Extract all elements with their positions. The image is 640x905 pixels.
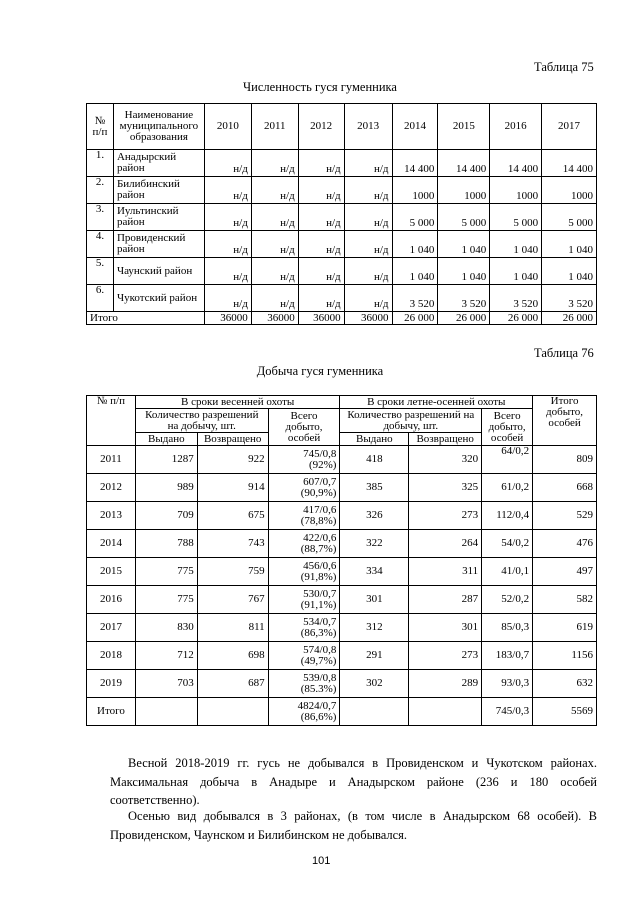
harvest-count: 534/0,7 (303, 615, 337, 628)
table-row (87, 670, 597, 698)
empty-cell (340, 698, 409, 726)
table-row (87, 204, 597, 231)
spring-harvested (268, 530, 340, 558)
table-row (87, 614, 597, 642)
population-value: н/д (344, 231, 392, 258)
spring-returned: 743 (197, 530, 268, 558)
population-value: 3 520 (438, 285, 490, 312)
table-row (87, 530, 597, 558)
year-cell: 2017 (87, 614, 136, 642)
harvest-percent: (85.3%) (300, 682, 337, 695)
population-value: 1 040 (490, 231, 542, 258)
table-76-header-row (87, 396, 597, 409)
header-issued: Выдано (135, 433, 197, 446)
summer-returned: 287 (409, 586, 482, 614)
summer-returned: 320 (409, 446, 482, 474)
table-76 (86, 395, 597, 726)
population-value: 1 040 (438, 258, 490, 285)
summer-issued: 291 (340, 642, 409, 670)
harvest-percent: (86,6%) (300, 710, 337, 723)
summer-harvested: 54/0,2 (482, 530, 533, 558)
table-row (87, 177, 597, 204)
harvest-percent: (49,7%) (300, 654, 337, 667)
population-value: н/д (298, 150, 344, 177)
population-value: 3 520 (490, 285, 542, 312)
population-value: 1000 (438, 177, 490, 204)
total-label: Итого (87, 312, 205, 325)
table-row (87, 150, 597, 177)
spring-issued: 1287 (135, 446, 197, 474)
table-75-caption: Таблица 75 (534, 60, 594, 74)
harvest-count: 539/0,8 (303, 671, 337, 684)
population-value: н/д (204, 204, 251, 231)
table-row (87, 231, 597, 258)
summer-returned: 325 (409, 474, 482, 502)
spring-harvested (268, 670, 340, 698)
population-value: 1 040 (542, 258, 597, 285)
summer-harvested: 61/0,2 (482, 474, 533, 502)
table-75 (86, 103, 597, 325)
population-value: 14 400 (438, 150, 490, 177)
summer-issued: 302 (340, 670, 409, 698)
population-value: 1 040 (392, 258, 438, 285)
population-value: 1000 (542, 177, 597, 204)
total-value: 36000 (251, 312, 298, 325)
harvest-percent: (86,3%) (300, 626, 337, 639)
summer-harvested: 112/0,4 (482, 502, 533, 530)
summer-issued: 385 (340, 474, 409, 502)
total-harvested: 497 (533, 558, 597, 586)
summer-issued: 312 (340, 614, 409, 642)
municipality-name: Иультинский район (113, 204, 204, 231)
spring-returned: 914 (197, 474, 268, 502)
population-value: н/д (344, 258, 392, 285)
summer-returned: 301 (409, 614, 482, 642)
year-cell: 2013 (87, 502, 136, 530)
header-year: 2016 (490, 104, 542, 150)
spring-returned: 922 (197, 446, 268, 474)
population-value: н/д (204, 231, 251, 258)
header-returned: Возвращено (197, 433, 268, 446)
row-number: 1. (87, 150, 114, 177)
table-76-header-row (87, 409, 597, 433)
harvest-percent: (78,8%) (300, 514, 337, 527)
row-number: 3. (87, 204, 114, 231)
population-value: 1 040 (438, 231, 490, 258)
row-number: 4. (87, 231, 114, 258)
population-value: н/д (298, 204, 344, 231)
empty-cell (409, 698, 482, 726)
spring-issued: 788 (135, 530, 197, 558)
harvest-count: 607/0,7 (303, 475, 337, 488)
population-value: 14 400 (542, 150, 597, 177)
population-value: 1 040 (392, 231, 438, 258)
year-cell: 2019 (87, 670, 136, 698)
spring-issued: 709 (135, 502, 197, 530)
total-harvested: 632 (533, 670, 597, 698)
municipality-name: Билибинский район (113, 177, 204, 204)
year-cell: 2011 (87, 446, 136, 474)
header-municipality: Наименование муниципального образования (113, 104, 204, 150)
year-cell: 2014 (87, 530, 136, 558)
page-number: 101 (312, 855, 331, 867)
population-value: 5 000 (542, 204, 597, 231)
table-75-title: Численность гуся гуменника (243, 80, 397, 94)
total-harvested: 476 (533, 530, 597, 558)
population-value: 1000 (392, 177, 438, 204)
summer-harvested: 93/0,3 (482, 670, 533, 698)
harvest-count: 574/0,8 (303, 643, 337, 656)
table-total-row (87, 698, 597, 726)
year-cell: 2015 (87, 558, 136, 586)
header-year: 2012 (298, 104, 344, 150)
municipality-name: Чаунский район (113, 258, 204, 285)
population-value: н/д (344, 150, 392, 177)
summer-harvested: 41/0,1 (482, 558, 533, 586)
population-value: н/д (251, 150, 298, 177)
population-value: 14 400 (392, 150, 438, 177)
spring-issued: 989 (135, 474, 197, 502)
header-year: 2010 (204, 104, 251, 150)
population-value: н/д (204, 285, 251, 312)
table-total-row (87, 312, 597, 325)
population-value: н/д (204, 177, 251, 204)
table-row (87, 558, 597, 586)
total-harvested: 668 (533, 474, 597, 502)
summer-harvested: 85/0,3 (482, 614, 533, 642)
population-value: н/д (251, 231, 298, 258)
empty-cell (197, 698, 268, 726)
header-total-harvested: Итого добыто, особей (533, 396, 597, 446)
spring-harvested (268, 446, 340, 474)
header-returned: Возвращено (409, 433, 482, 446)
summer-returned: 273 (409, 642, 482, 670)
spring-harvested (268, 642, 340, 670)
spring-issued: 703 (135, 670, 197, 698)
harvest-count: 4824/0,7 (297, 699, 337, 712)
summer-issued: 322 (340, 530, 409, 558)
spring-returned: 687 (197, 670, 268, 698)
total-harvested: 529 (533, 502, 597, 530)
spring-harvested (268, 614, 340, 642)
empty-cell (135, 698, 197, 726)
summer-returned: 289 (409, 670, 482, 698)
spring-issued: 712 (135, 642, 197, 670)
population-value: н/д (251, 285, 298, 312)
population-value: 3 520 (542, 285, 597, 312)
total-harvested: 1156 (533, 642, 597, 670)
population-value: 1 040 (542, 231, 597, 258)
total-value: 26 000 (438, 312, 490, 325)
spring-harvested-total (268, 698, 340, 726)
population-value: н/д (298, 231, 344, 258)
summer-issued: 334 (340, 558, 409, 586)
harvest-percent: (90,9%) (300, 486, 337, 499)
population-value: н/д (344, 204, 392, 231)
population-value: 5 000 (438, 204, 490, 231)
header-no: № п/п (87, 104, 114, 150)
row-number: 5. (87, 258, 114, 285)
grand-total: 5569 (533, 698, 597, 726)
spring-issued: 830 (135, 614, 197, 642)
header-year: 2017 (542, 104, 597, 150)
harvest-percent: (88,7%) (300, 542, 337, 555)
row-number: 6. (87, 285, 114, 312)
population-value: н/д (298, 258, 344, 285)
population-value: н/д (298, 177, 344, 204)
total-label: Итого (87, 698, 136, 726)
header-year: 2011 (251, 104, 298, 150)
population-value: н/д (344, 285, 392, 312)
population-value: 14 400 (490, 150, 542, 177)
header-permits: Количество разрешений на добычу, шт. (340, 409, 482, 433)
year-cell: 2018 (87, 642, 136, 670)
total-harvested: 809 (533, 446, 597, 474)
summer-harvested: 64/0,2 (482, 446, 533, 474)
spring-harvested (268, 586, 340, 614)
spring-returned: 759 (197, 558, 268, 586)
table-76-caption: Таблица 76 (534, 346, 594, 360)
harvest-count: 530/0,7 (303, 587, 337, 600)
spring-returned: 698 (197, 642, 268, 670)
table-76-title: Добыча гуся гуменника (256, 364, 384, 378)
spring-returned: 811 (197, 614, 268, 642)
spring-returned: 767 (197, 586, 268, 614)
harvest-count: 417/0,6 (303, 503, 337, 516)
summer-returned: 273 (409, 502, 482, 530)
table-row (87, 258, 597, 285)
spring-harvested (268, 474, 340, 502)
total-harvested: 619 (533, 614, 597, 642)
population-value: 1000 (490, 177, 542, 204)
harvest-count: 422/0,6 (303, 531, 337, 544)
population-value: 1 040 (490, 258, 542, 285)
summer-harvested: 52/0,2 (482, 586, 533, 614)
spring-issued: 775 (135, 586, 197, 614)
population-value: н/д (251, 177, 298, 204)
summer-harvested-total: 745/0,3 (482, 698, 533, 726)
population-value: н/д (251, 204, 298, 231)
table-row (87, 502, 597, 530)
paragraph-spring-harvest: Весной 2018-2019 гг. гусь не добывался в Провиденском и Чукотском районах. Максимальная добыча в Анадыре и Анадырском районе (236 и 180 особей соответственно). (110, 756, 597, 807)
header-spring-season: В сроки весенней охоты (135, 396, 340, 409)
summer-returned: 311 (409, 558, 482, 586)
header-year: 2014 (392, 104, 438, 150)
total-harvested: 582 (533, 586, 597, 614)
municipality-name: Провиденский район (113, 231, 204, 258)
municipality-name: Чукотский район (113, 285, 204, 312)
header-permits: Количество разрешений на добычу, шт. (135, 409, 268, 433)
population-value: 5 000 (392, 204, 438, 231)
paragraph-autumn-harvest: Осенью вид добывался в 3 районах, (в том числе в Анадырском 68 особей). В Провиденском, Чаунском и Билибинском не добывался. (110, 809, 597, 842)
harvest-count: 745/0,8 (303, 447, 337, 460)
total-value: 36000 (298, 312, 344, 325)
population-value: н/д (298, 285, 344, 312)
spring-harvested (268, 558, 340, 586)
harvest-count: 456/0,6 (303, 559, 337, 572)
table-row (87, 642, 597, 670)
summer-issued: 418 (340, 446, 409, 474)
table-row (87, 285, 597, 312)
year-cell: 2012 (87, 474, 136, 502)
harvest-percent: (92%) (308, 458, 337, 471)
population-value: н/д (204, 258, 251, 285)
harvest-percent: (91,8%) (300, 570, 337, 583)
population-value: н/д (204, 150, 251, 177)
header-issued: Выдано (340, 433, 409, 446)
population-value: н/д (251, 258, 298, 285)
summer-issued: 301 (340, 586, 409, 614)
row-number: 2. (87, 177, 114, 204)
header-harvested: Всего добыто, особей (482, 409, 533, 446)
total-value: 36000 (344, 312, 392, 325)
summer-returned: 264 (409, 530, 482, 558)
spring-harvested (268, 502, 340, 530)
summer-harvested: 183/0,7 (482, 642, 533, 670)
table-row (87, 474, 597, 502)
population-value: н/д (344, 177, 392, 204)
summer-issued: 326 (340, 502, 409, 530)
header-harvested: Всего добыто, особей (268, 409, 340, 446)
total-value: 26 000 (490, 312, 542, 325)
spring-issued: 775 (135, 558, 197, 586)
table-row (87, 446, 597, 474)
year-cell: 2016 (87, 586, 136, 614)
header-year: 2013 (344, 104, 392, 150)
header-no: № п/п (87, 396, 136, 446)
total-value: 26 000 (392, 312, 438, 325)
population-value: 5 000 (490, 204, 542, 231)
harvest-percent: (91,1%) (300, 598, 337, 611)
spring-returned: 675 (197, 502, 268, 530)
total-value: 36000 (204, 312, 251, 325)
population-value: 3 520 (392, 285, 438, 312)
municipality-name: Анадырский район (113, 150, 204, 177)
header-year: 2015 (438, 104, 490, 150)
total-value: 26 000 (542, 312, 597, 325)
table-row (87, 586, 597, 614)
header-summer-autumn-season: В сроки летне-осенней охоты (340, 396, 533, 409)
table-75-header-row (87, 104, 597, 150)
